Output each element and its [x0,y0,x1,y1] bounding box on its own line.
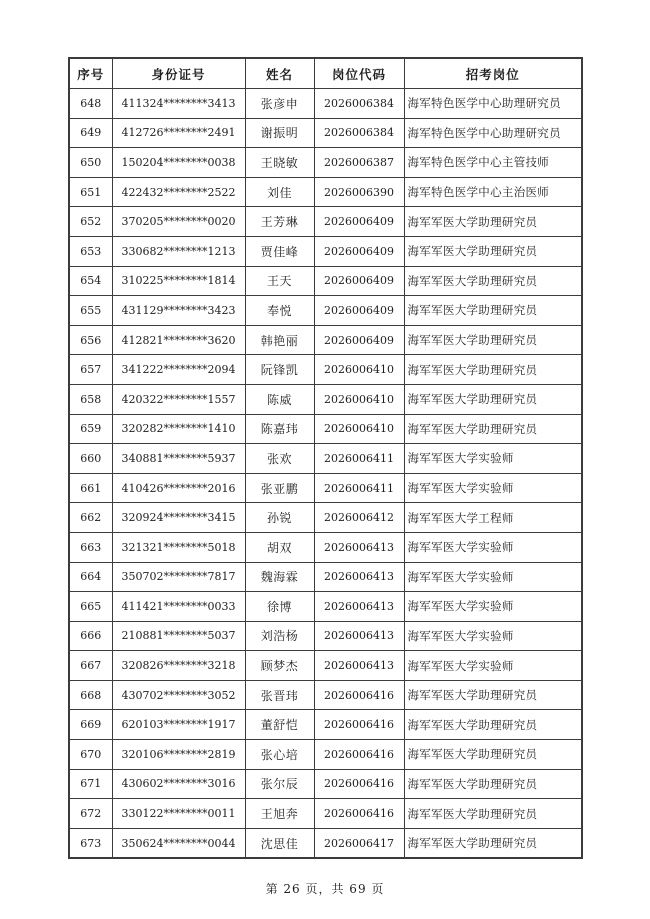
serial-number-cell: 666 [69,621,112,651]
serial-number-cell: 667 [69,651,112,681]
table-row [69,828,582,858]
serial-number-cell: 673 [69,828,112,858]
table-row [69,769,582,799]
position-code-cell: 2026006416 [314,769,404,799]
name-cell: 陈嘉玮 [245,414,314,444]
position-code-cell: 2026006410 [314,414,404,444]
table-row [69,414,582,444]
serial-number-cell: 654 [69,266,112,296]
recruitment-position-cell: 海军军医大学实验师 [404,473,582,503]
id-number-cell: 420322********1557 [112,384,245,414]
table-row [69,503,582,533]
table-row [69,296,582,326]
serial-number-cell: 653 [69,236,112,266]
id-number-cell: 412821********3620 [112,325,245,355]
recruitment-position-cell: 海军军医大学助理研究员 [404,207,582,237]
name-cell: 贾佳峰 [245,236,314,266]
table-header-row [69,58,582,89]
position-code-cell: 2026006409 [314,207,404,237]
name-cell: 王芳琳 [245,207,314,237]
id-number-cell: 320826********3218 [112,651,245,681]
recruitment-position-cell: 海军军医大学助理研究员 [404,740,582,770]
recruitment-position-cell: 海军军医大学助理研究员 [404,236,582,266]
serial-number-cell: 656 [69,325,112,355]
position-code-cell: 2026006412 [314,503,404,533]
position-code-cell: 2026006413 [314,562,404,592]
table-row [69,740,582,770]
position-code-cell: 2026006409 [314,236,404,266]
serial-number-cell: 672 [69,799,112,829]
recruitment-position-cell: 海军军医大学助理研究员 [404,799,582,829]
recruitment-position-cell: 海军特色医学中心主治医师 [404,177,582,207]
table-row [69,532,582,562]
position-code-cell: 2026006413 [314,621,404,651]
position-code-cell: 2026006384 [314,89,404,119]
header-id-number: 身份证号 [112,58,245,89]
position-code-cell: 2026006417 [314,828,404,858]
position-code-cell: 2026006413 [314,592,404,622]
recruitment-position-cell: 海军军医大学助理研究员 [404,710,582,740]
header-serial-number: 序号 [69,58,112,89]
name-cell: 张心培 [245,740,314,770]
recruitment-position-cell: 海军军医大学助理研究员 [404,680,582,710]
table-row [69,384,582,414]
id-number-cell: 340881********5937 [112,444,245,474]
id-number-cell: 620103********1917 [112,710,245,740]
table-row [69,651,582,681]
table-row [69,710,582,740]
position-code-cell: 2026006416 [314,799,404,829]
id-number-cell: 150204********0038 [112,148,245,178]
recruitment-position-cell: 海军军医大学助理研究员 [404,769,582,799]
recruitment-position-cell: 海军军医大学助理研究员 [404,325,582,355]
serial-number-cell: 649 [69,118,112,148]
position-code-cell: 2026006409 [314,325,404,355]
table-row [69,355,582,385]
name-cell: 王天 [245,266,314,296]
recruitment-position-cell: 海军军医大学助理研究员 [404,414,582,444]
name-cell: 谢振明 [245,118,314,148]
id-number-cell: 430702********3052 [112,680,245,710]
id-number-cell: 411324********3413 [112,89,245,119]
recruitment-position-cell: 海军军医大学实验师 [404,562,582,592]
serial-number-cell: 665 [69,592,112,622]
name-cell: 顾梦杰 [245,651,314,681]
name-cell: 胡双 [245,532,314,562]
recruitment-position-cell: 海军军医大学实验师 [404,592,582,622]
name-cell: 陈威 [245,384,314,414]
table-row [69,444,582,474]
name-cell: 董舒恺 [245,710,314,740]
serial-number-cell: 661 [69,473,112,503]
serial-number-cell: 658 [69,384,112,414]
serial-number-cell: 650 [69,148,112,178]
name-cell: 张欢 [245,444,314,474]
recruitment-position-cell: 海军军医大学实验师 [404,532,582,562]
serial-number-cell: 655 [69,296,112,326]
recruitment-position-cell: 海军军医大学助理研究员 [404,296,582,326]
table-row [69,118,582,148]
position-code-cell: 2026006411 [314,473,404,503]
serial-number-cell: 651 [69,177,112,207]
name-cell: 刘佳 [245,177,314,207]
id-number-cell: 350702********7817 [112,562,245,592]
serial-number-cell: 663 [69,532,112,562]
recruitment-position-cell: 海军军医大学实验师 [404,621,582,651]
serial-number-cell: 660 [69,444,112,474]
serial-number-cell: 657 [69,355,112,385]
table-row [69,177,582,207]
name-cell: 刘浩杨 [245,621,314,651]
name-cell: 魏海霖 [245,562,314,592]
serial-number-cell: 648 [69,89,112,119]
position-code-cell: 2026006413 [314,651,404,681]
serial-number-cell: 671 [69,769,112,799]
recruitment-position-cell: 海军军医大学助理研究员 [404,828,582,858]
table-row [69,562,582,592]
position-code-cell: 2026006416 [314,710,404,740]
position-code-cell: 2026006409 [314,266,404,296]
id-number-cell: 411421********0033 [112,592,245,622]
recruitment-position-cell: 海军军医大学实验师 [404,444,582,474]
id-number-cell: 210881********5037 [112,621,245,651]
name-cell: 张亚鹏 [245,473,314,503]
table-body [69,89,582,859]
table-row [69,799,582,829]
id-number-cell: 430602********3016 [112,769,245,799]
position-code-cell: 2026006416 [314,740,404,770]
serial-number-cell: 664 [69,562,112,592]
id-number-cell: 431129********3423 [112,296,245,326]
table-row [69,621,582,651]
name-cell: 孙锐 [245,503,314,533]
name-cell: 奉悦 [245,296,314,326]
name-cell: 王旭奔 [245,799,314,829]
serial-number-cell: 659 [69,414,112,444]
id-number-cell: 341222********2094 [112,355,245,385]
recruitment-roster-table [68,57,583,859]
serial-number-cell: 662 [69,503,112,533]
id-number-cell: 412726********2491 [112,118,245,148]
name-cell: 徐博 [245,592,314,622]
id-number-cell: 321321********5018 [112,532,245,562]
table-row [69,236,582,266]
recruitment-position-cell: 海军特色医学中心助理研究员 [404,89,582,119]
position-code-cell: 2026006411 [314,444,404,474]
recruitment-position-cell: 海军军医大学助理研究员 [404,384,582,414]
id-number-cell: 350624********0044 [112,828,245,858]
id-number-cell: 330682********1213 [112,236,245,266]
header-recruitment-position: 招考岗位 [404,58,582,89]
name-cell: 张尔辰 [245,769,314,799]
name-cell: 张彦申 [245,89,314,119]
recruitment-position-cell: 海军军医大学工程师 [404,503,582,533]
serial-number-cell: 670 [69,740,112,770]
id-number-cell: 310225********1814 [112,266,245,296]
header-position-code: 岗位代码 [314,58,404,89]
position-code-cell: 2026006384 [314,118,404,148]
table-row [69,148,582,178]
id-number-cell: 422432********2522 [112,177,245,207]
recruitment-position-cell: 海军军医大学助理研究员 [404,355,582,385]
serial-number-cell: 652 [69,207,112,237]
position-code-cell: 2026006413 [314,532,404,562]
table-row [69,266,582,296]
table-header [69,58,582,89]
id-number-cell: 320924********3415 [112,503,245,533]
name-cell: 王晓敏 [245,148,314,178]
table-row [69,592,582,622]
recruitment-position-cell: 海军军医大学助理研究员 [404,266,582,296]
serial-number-cell: 668 [69,680,112,710]
page-number-footer: 第 26 页，共 69 页 [265,882,385,896]
position-code-cell: 2026006410 [314,384,404,414]
id-number-cell: 320282********1410 [112,414,245,444]
position-code-cell: 2026006409 [314,296,404,326]
recruitment-position-cell: 海军特色医学中心主管技师 [404,148,582,178]
table-row [69,325,582,355]
position-code-cell: 2026006387 [314,148,404,178]
serial-number-cell: 669 [69,710,112,740]
id-number-cell: 410426********2016 [112,473,245,503]
name-cell: 张晋玮 [245,680,314,710]
table-row [69,89,582,119]
recruitment-position-cell: 海军特色医学中心助理研究员 [404,118,582,148]
id-number-cell: 370205********0020 [112,207,245,237]
position-code-cell: 2026006410 [314,355,404,385]
id-number-cell: 320106********2819 [112,740,245,770]
name-cell: 阮锋凯 [245,355,314,385]
position-code-cell: 2026006390 [314,177,404,207]
position-code-cell: 2026006416 [314,680,404,710]
recruitment-position-cell: 海军军医大学实验师 [404,651,582,681]
name-cell: 沈思佳 [245,828,314,858]
name-cell: 韩艳丽 [245,325,314,355]
table-row [69,680,582,710]
header-name: 姓名 [245,58,314,89]
table-row [69,207,582,237]
table-row [69,473,582,503]
id-number-cell: 330122********0011 [112,799,245,829]
